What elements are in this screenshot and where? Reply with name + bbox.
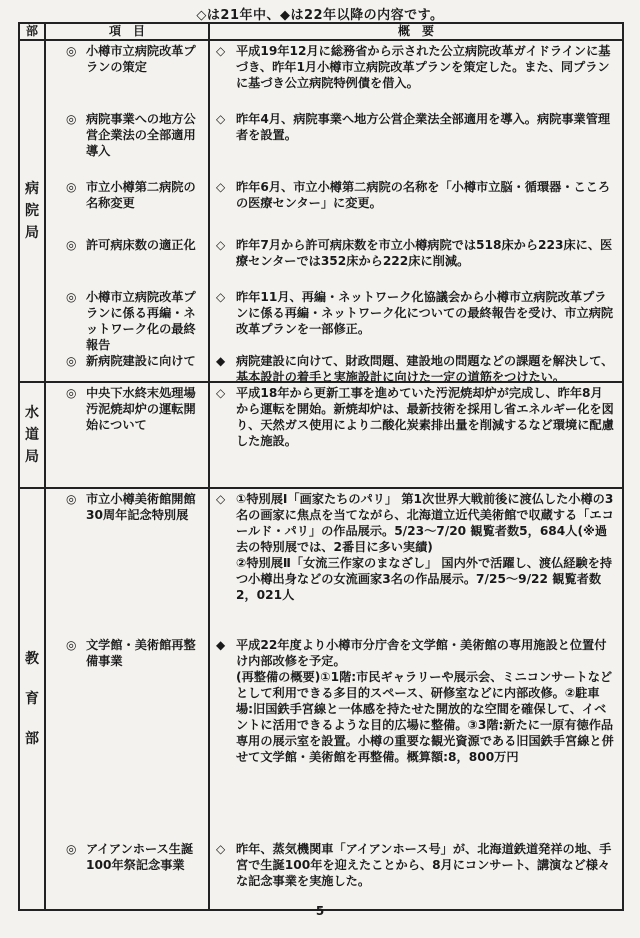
item-title: 市立小樽美術館開館30周年記念特別展 (86, 492, 196, 522)
item-cell (45, 488, 209, 910)
item-title: 病院事業への地方公営企業法の全部適用導入 (86, 112, 196, 158)
hollow-diamond-icon: ◇ (216, 290, 226, 304)
summary-text: 昨年、蒸気機関車「アイアンホース号」が、北海道鉄道発祥の地、手宮で生誕100年を迎えたことから、8月にコンサート、講演など様々な記念事業を実施した。 (236, 842, 612, 888)
summary-cell (209, 382, 623, 488)
summary-entry (210, 385, 622, 449)
filled-diamond-icon: ◆ (216, 354, 226, 368)
department-name-char: 病 (25, 181, 39, 197)
summary-table (18, 22, 624, 911)
department-name (19, 488, 45, 910)
item-title: 市立小樽第二病院の名称変更 (86, 180, 196, 210)
summary-cell (209, 488, 623, 910)
summary-text: 昨年11月、再編・ネットワーク化協議会から小樽市立病院改革プランに係る再編・ネットワーク化についての最終報告を受け、市立病院改革プランを一部修正。 (236, 290, 614, 336)
item-bullet-icon: ◎ (66, 238, 77, 252)
item-entry (46, 385, 208, 433)
department-name-char: 道 (25, 427, 39, 443)
hollow-diamond-icon: ◇ (216, 842, 226, 856)
item-title: 許可病床数の適正化 (86, 238, 196, 252)
item-cell (45, 40, 209, 382)
department-name (19, 40, 45, 382)
item-entry (46, 491, 208, 523)
item-entry (46, 179, 208, 211)
summary-cell (209, 40, 623, 382)
summary-entry (210, 289, 622, 337)
item-title: アイアンホース生誕100年祭記念事業 (86, 842, 194, 872)
summary-text: 平成18年から更新工事を進めていた汚泥焼却炉が完成し、昨年8月から運転を開始。新焼却炉は、最新技術を採用し省エネルギー化を図り、天然ガス使用により二酸化炭素排出量を削減するなど環境に配慮した施設。 (236, 386, 614, 448)
item-bullet-icon: ◎ (66, 112, 77, 126)
summary-entry (210, 353, 622, 385)
item-entry (46, 353, 208, 369)
hollow-diamond-icon: ◇ (216, 492, 226, 506)
department-name-char: 部 (25, 731, 39, 747)
header-item: 項 目 (45, 23, 209, 40)
hollow-diamond-icon: ◇ (216, 180, 226, 194)
department-name (19, 382, 45, 488)
summary-entry (210, 637, 622, 765)
summary-text: 病院建設に向けて、財政問題、建設地の問題などの課題を解決して、基本設計の着手と実施設計に向けた一定の道筋をつけたい。 (236, 354, 614, 384)
item-entry (46, 289, 208, 353)
department-row (19, 40, 623, 382)
summary-entry (210, 111, 622, 143)
department-name-char: 院 (25, 203, 39, 219)
summary-paragraph: ①特別展Ⅰ「画家たちのパリ」 第1次世界大戦前後に渡仏した小樽の3名の画家に焦点を当てながら、北海道立近代美術館で収蔵する「エコールド・パリ」の作品展示。5/23～7/20 観覧者数5，684人(※過去の特別展では、2番目に多い実績) (236, 492, 614, 554)
item-title: 新病院建設に向けて (86, 354, 196, 368)
summary-text: 昨年7月から許可病床数を市立小樽病院では518床から223床に、医療センターでは352床から222床に削減。 (236, 238, 613, 268)
department-row (19, 488, 623, 910)
item-bullet-icon: ◎ (66, 44, 77, 58)
department-name-char: 教 (25, 651, 39, 667)
item-title: 中央下水終末処理場汚泥焼却炉の運転開始について (86, 386, 196, 432)
item-bullet-icon: ◎ (66, 638, 77, 652)
summary-paragraph: ②特別展Ⅱ「女流三作家のまなざし」 国内外で活躍し、渡仏経験を持つ小樽出身などの女流画家3名の作品展示。7/25～9/22 観覧者数2，021人 (236, 556, 613, 602)
summary-text: 平成19年12月に総務省から示された公立病院改革ガイドラインに基づき、昨年1月小樽市立病院改革プランを策定した。また、同プランに基づき公立病院特例債を借入。 (236, 44, 611, 90)
item-cell (45, 382, 209, 488)
department-row (19, 382, 623, 488)
summary-paragraph: (再整備の概要)①1階:市民ギャラリーや展示会、ミニコンサートなどとして利用できる多目的スペース、研修室などに内部改修。②駐車場:旧国鉄手宮線と一体感を持たせた開放的な空間を確保して、イベントに活用できるような目的広場に整備。③3階:新たに一原有徳作品専用の展示室を設置。小樽の重要な観光資源である旧国鉄手宮線と併せて文学館・美術館を再整備。概算額:8，800万円 (236, 670, 614, 764)
item-title: 小樽市立病院改革プランに係る再編・ネットワーク化の最終報告 (86, 290, 196, 352)
header-summary: 概 要 (209, 23, 623, 40)
hollow-diamond-icon: ◇ (216, 386, 226, 400)
header-row (19, 23, 623, 40)
filled-diamond-icon: ◆ (216, 638, 226, 652)
summary-entry (210, 179, 622, 211)
summary-text: 昨年6月、市立小樽第二病院の名称を「小樽市立脳・循環器・こころの医療センター」に変更。 (236, 180, 611, 210)
hollow-diamond-icon: ◇ (216, 112, 226, 126)
item-title: 文学館・美術館再整備事業 (86, 638, 196, 668)
item-entry (46, 237, 208, 253)
item-bullet-icon: ◎ (66, 290, 77, 304)
item-title: 小樽市立病院改革プランの策定 (86, 44, 196, 74)
item-entry (46, 637, 208, 669)
summary-entry (210, 43, 622, 91)
summary-entry (210, 491, 622, 603)
item-bullet-icon: ◎ (66, 492, 77, 506)
summary-entry (210, 841, 622, 889)
summary-paragraph: 平成22年度より小樽市分庁舎を文学館・美術館の専用施設と位置付け内部改修を予定。 (236, 638, 607, 668)
item-entry (46, 43, 208, 75)
summary-entry (210, 237, 622, 269)
department-name-char: 局 (25, 449, 39, 465)
item-bullet-icon: ◎ (66, 354, 77, 368)
item-bullet-icon: ◎ (66, 180, 77, 194)
item-bullet-icon: ◎ (66, 842, 77, 856)
hollow-diamond-icon: ◇ (216, 238, 226, 252)
item-entry (46, 111, 208, 159)
header-dept: 部 (19, 23, 45, 40)
hollow-diamond-icon: ◇ (216, 44, 226, 58)
page-number: 5 (315, 904, 325, 918)
item-bullet-icon: ◎ (66, 386, 77, 400)
department-name-char: 水 (25, 405, 39, 421)
summary-text: 昨年4月、病院事業へ地方公営企業法全部適用を導入。病院事業管理者を設置。 (236, 112, 611, 142)
legend-note: ◇は21年中、◆は22年以降の内容です。 (196, 8, 444, 23)
department-name-char: 育 (25, 691, 39, 707)
item-entry (46, 841, 208, 873)
department-name-char: 局 (25, 225, 39, 241)
